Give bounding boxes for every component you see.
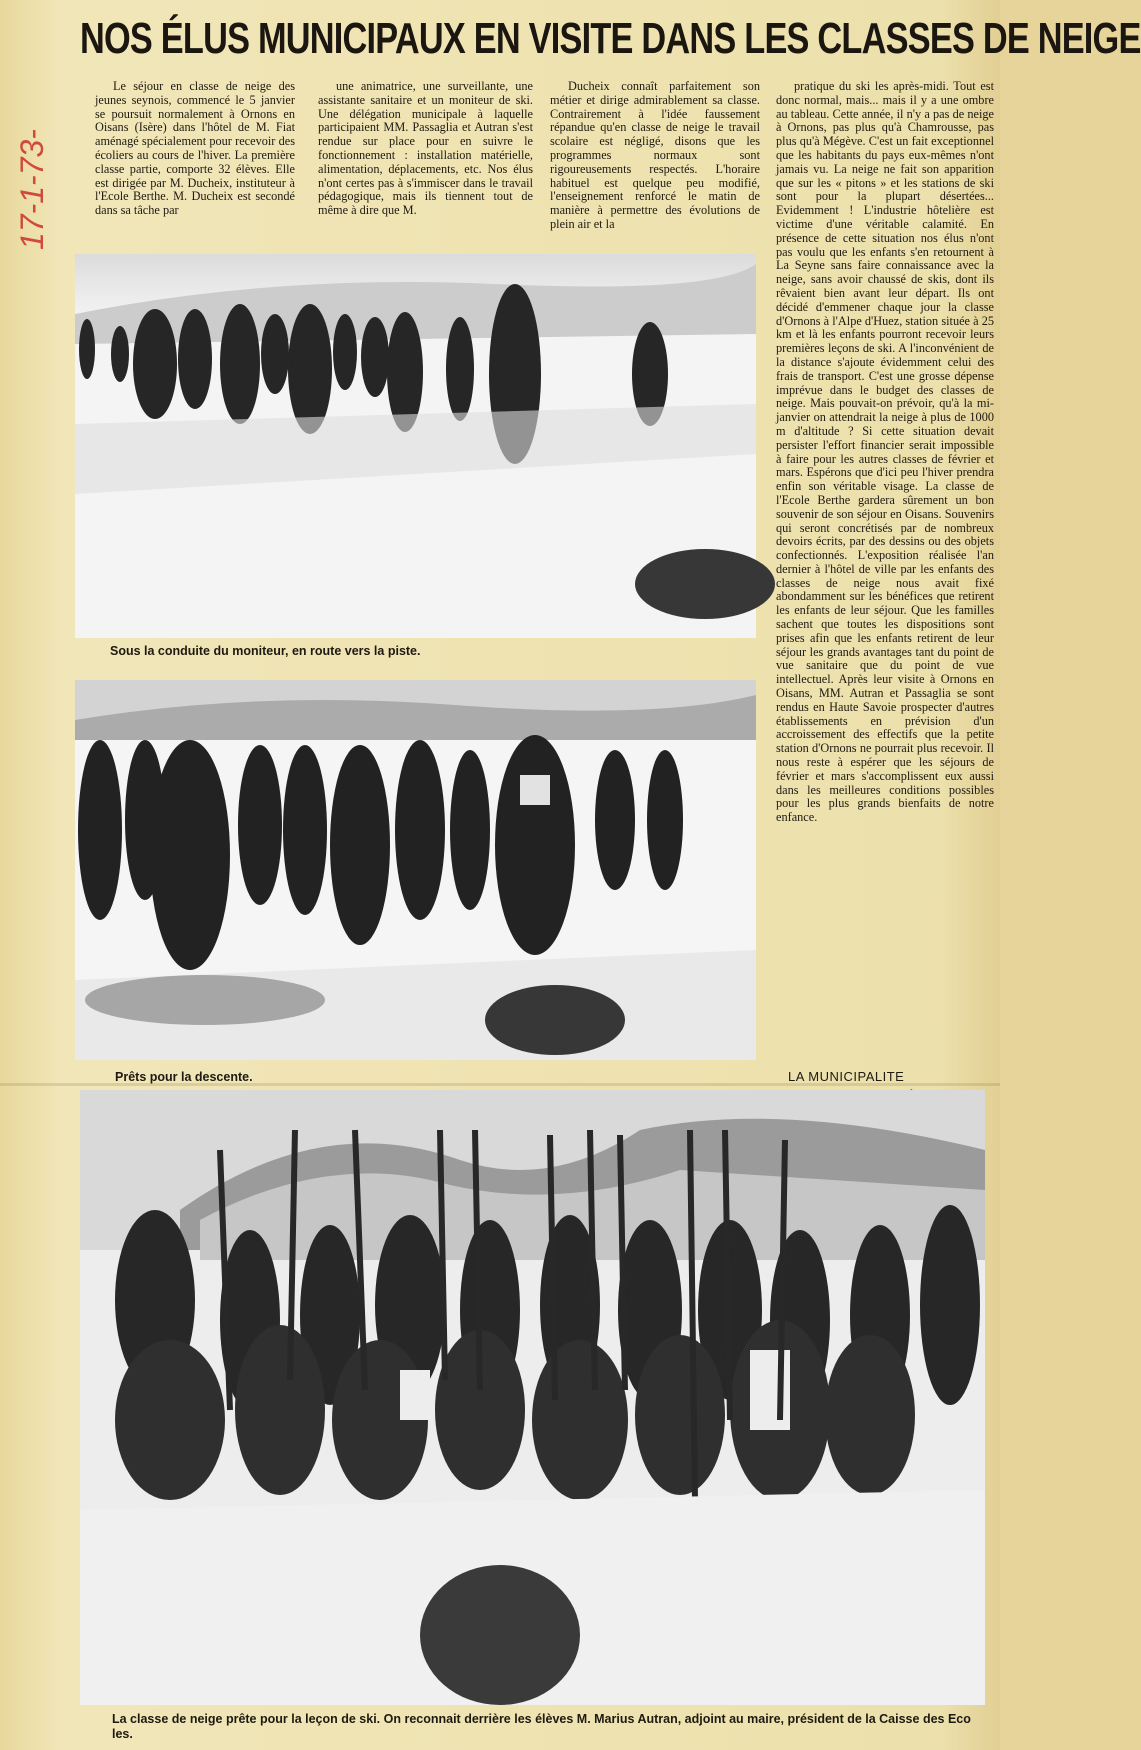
article-column-3: Ducheix connaît parfaitement son métier et dirige admirablement sa classe. Contrairement à l'idée faussement répandue qu'en classe de neige le travail scolaire est négligé, disons que les programmes normaux sont rigoureusements respectés. L'horaire habituel est quelque peu modifié, l'enseignement renforcé le matin de manière à permettre des évolutions de plein air et la [550, 79, 760, 231]
photo-3-caption: La classe de neige prête pour la leçon de ski. On reconnait derrière les élèves M. Marius Autran, adjoint au maire, président de la Caisse des Eco les. [112, 1712, 971, 1741]
photo-2-caption: Prêts pour la descente. [115, 1070, 253, 1084]
article-column-4: pratique du ski les après-midi. Tout est donc normal, mais... mais il y a une ombre au tableau. Cette année, il n'y a pas de neige à Ornons, pas plus qu'à Chamrousse, pas plus qu'à Mégève. C'est un fait exceptionnel que les habitants du pays eux-mêmes n'ont jamais vu. La neige ne fait son apparition que sur les « pitons » et les stations de ski sont pour la plupart désertées... Evidemment ! L'industrie hôtelière est victime d'une véritable calamité. En présence de cette situation nos élus n'ont pas voulu que les enfants s'en retournent à La Seyne sans faire connaissance avec la neige, sans avoir chaussé de skis, dont ils rêvaient bien avant leur départ. Ils ont décidé d'emmener chaque jour la classe d'Ornons à l'Alpe d'Huez, station située à 25 km et là les enfants pourront recevoir leurs premières leçons de ski. A l'inconvénient de la distance s'ajoute évidemment celui des frais de transport. C'est une grosse dépense imprévue dans le budget des classes de neige. Mais pouvait-on prévoir, qu'à la mi-janvier on attendrait la neige à plus de 1000 m d'altitude ? Si cette situation devait persister l'effort financier serait impossible à faire pour les autres classes de février et mars. Espérons que d'ici peu l'hiver prendra enfin son véritable visage. La classe de l'Ecole Berthe gardera sûrement un bon souvenir de son séjour en Oisans. Souvenirs qui seront concrétisés par de nombreux devoirs écrits, par des dessins ou des objets confectionnés. L'exposition réalisée l'an dernier à l'hôtel de ville par les enfants des classes de neige nous avait fixé abondamment sur les bénéfices que retirent les enfants de leur séjour. Que les familles sachent que toutes les dispositions sont prises afin que les enfants retirent de leur séjour les grands avantages tant du point de vue sanitaire que du point de vue intellectuel. Après leur visite à Ornons en Oisans, MM. Autran et Passaglia se sont rendus en Haute Savoie prospecter d'autres établissements en prévision d'un accroissement des effectifs que la petite station d'Ornons ne pourrait plus recevoir. Il nous reste à espérer que les séjours de février et mars s'accomplissent eux aussi dans les meilleures conditions possibles pour les plus grands bienfaits de notre enfance. [776, 79, 994, 825]
photo-group-ski-class [80, 1090, 985, 1705]
article-column-2: une animatrice, une surveillante, une assistante sanitaire et un moniteur de ski. Une délégation municipale à laquelle participaient MM. Passaglia et Autran s'est rendue sur place pour en suivre le fonctionnement : installation matérielle, alimentation, déplacements, etc. Nos élus n'ont certes pas à s'immiscer dans le travail pédagogique, mais ils tiennent tout de même à dire que M. [318, 79, 533, 218]
article-title: NOS ÉLUS MUNICIPAUX EN VISITE DANS LES CLASSES DE NEIGE [80, 14, 1141, 63]
article-column-1: Le séjour en classe de neige des jeunes seynois, commencé le 5 janvier se poursuit normalement à Ornons en Oisans (Isère) dans l'hôtel de M. Fiat aménagé spécialement pour recevoir des écoliers au cours de l'hiver. La première classe partie, comporte 32 élèves. Elle est dirigée par M. Ducheix, instituteur à l'Ecole Berthe. M. Ducheix est secondé dans sa tâche par [95, 79, 295, 218]
article-signature: LA MUNICIPALITE [788, 1069, 905, 1084]
photo-ready-descent [75, 680, 756, 1060]
photo-skiers-to-slope [75, 254, 756, 638]
handwritten-date: 17-1-73- [14, 129, 50, 250]
photo-1-caption: Sous la conduite du moniteur, en route vers la piste. [110, 644, 421, 658]
